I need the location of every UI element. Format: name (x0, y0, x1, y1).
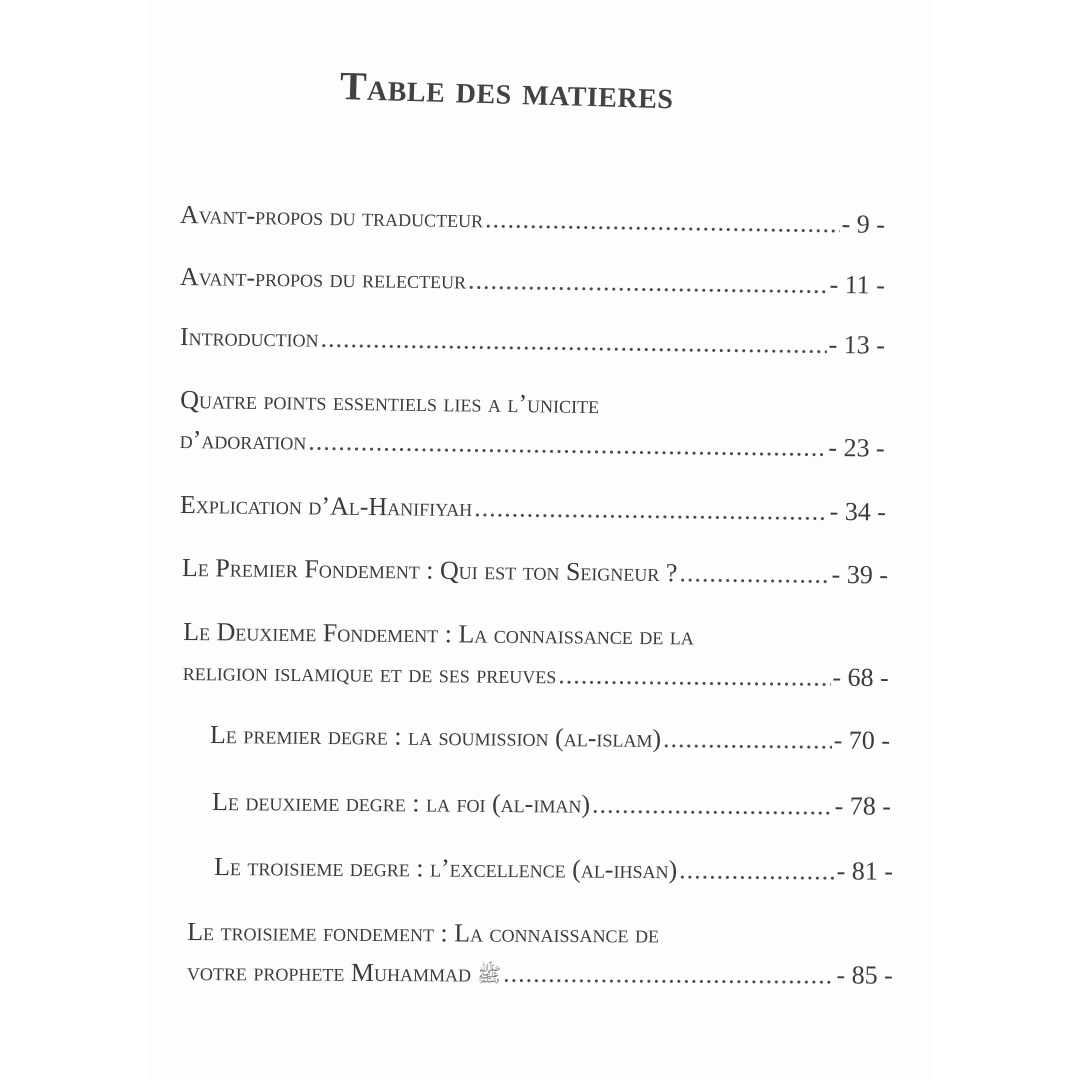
toc-page-number: - 13 - (828, 329, 886, 360)
toc-page-number: - 70 - (833, 725, 891, 755)
toc-page-number: - 23 - (828, 432, 885, 463)
toc-subentry[interactable] (212, 787, 891, 822)
toc-page-number: - 85 - (836, 960, 893, 990)
dot-leader (468, 266, 828, 300)
toc-entry-title-continued: religion islamique et de ses preuves (182, 656, 557, 690)
dot-leader (592, 790, 833, 822)
toc-page-number: - 34 - (829, 496, 887, 527)
toc-entry-title-continued: d’adoration (179, 424, 307, 456)
dot-leader (679, 855, 835, 886)
honorific-icon: ﷺ (476, 964, 502, 987)
toc-entry-title: Quatre points essentiels lies a l’unicite (180, 385, 600, 420)
toc-subentry[interactable] (214, 852, 893, 887)
toc-page-number: - 68 - (832, 662, 889, 693)
toc-entry-title: Le premier degre : la soumission (al-islam) (209, 720, 662, 753)
toc-entry-title: Explication d’Al-Hanifiyah (179, 490, 473, 523)
toc-entry-title: Avant-propos du relecteur (179, 262, 467, 295)
toc-page-number: - 39 - (831, 559, 889, 590)
toc-subentry[interactable] (210, 720, 890, 756)
toc-entry-title-continued: votre prophete Muhammad (186, 956, 472, 988)
dot-leader (679, 558, 830, 590)
dot-leader (308, 427, 826, 463)
dot-leader (320, 324, 826, 360)
page-title: Table des matieres (339, 63, 675, 118)
toc-entry-title: Le deuxieme degre : la foi (al-iman) (211, 787, 591, 819)
toc-entry-title: Introduction (179, 322, 319, 353)
toc-entry-title: Le Deuxieme Fondement : La connaissance de la (183, 617, 694, 651)
toc-entry-title: Avant-propos du traducteur (179, 200, 484, 234)
toc-page-number: - 11 - (829, 269, 886, 300)
dot-leader (503, 959, 835, 991)
toc-entry-title: Le troisieme degre : l’excellence (al-ihsan) (213, 852, 678, 885)
toc-page-number: - 78 - (834, 791, 892, 821)
toc-page-number: - 81 - (836, 856, 894, 886)
toc-entry[interactable] (180, 385, 886, 464)
toc-page-number: - 9 - (841, 209, 886, 239)
dot-leader (558, 660, 830, 692)
dot-leader (474, 493, 828, 527)
toc-entry-title: Le Premier Fondement : Qui est ton Seigneur ? (181, 553, 678, 588)
toc-entry-title: Le troisieme fondement : La connaissance de (187, 917, 660, 949)
toc-entry[interactable] (183, 617, 890, 693)
dot-leader (663, 724, 832, 755)
toc-entry[interactable] (187, 917, 893, 994)
dot-leader (485, 204, 840, 239)
